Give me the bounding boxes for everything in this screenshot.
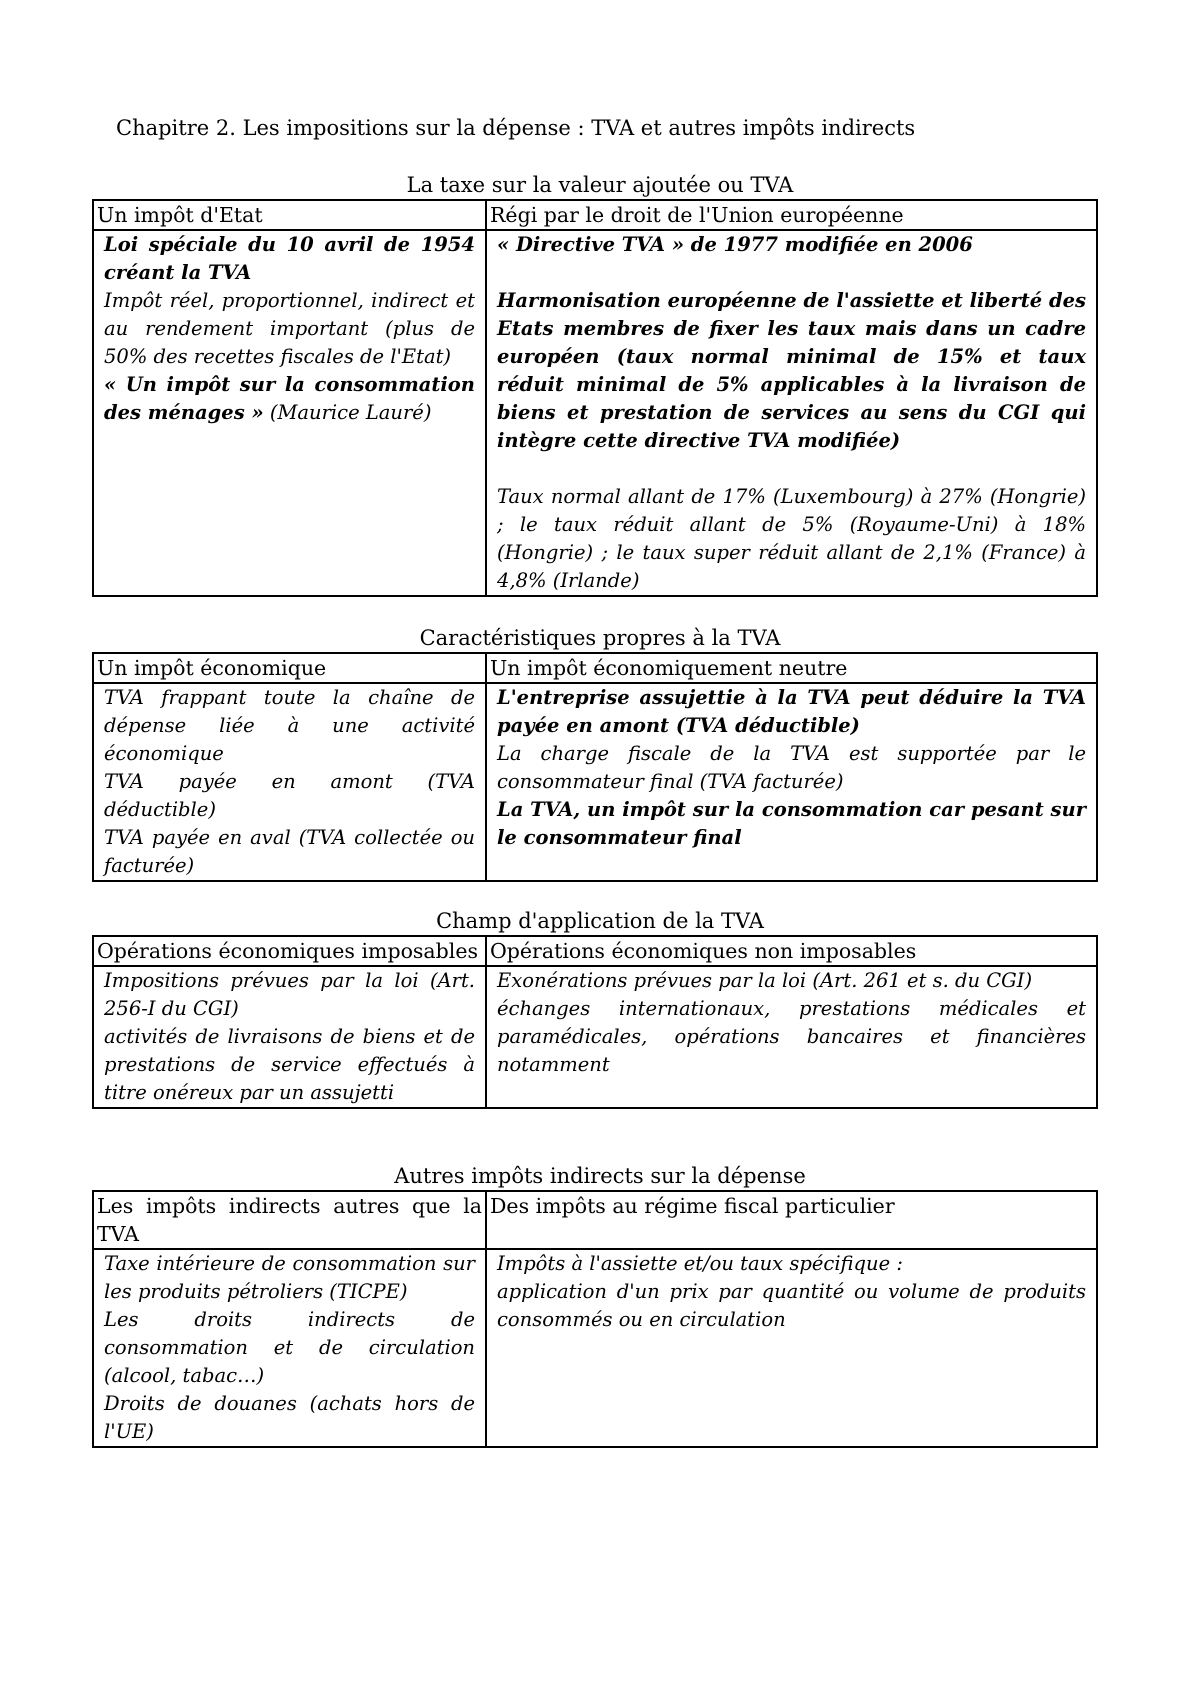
echanges-text: échanges internationaux, prestations médicales et paramédicales, opérations bancaires et financières notamment <box>497 997 1086 1076</box>
taux-text: Taux normal allant de 17% (Luxembourg) à 27% (Hongrie) ; le taux réduit allant de 5% (Royaume-Uni) à 18% (Hongrie) ; le taux super réduit allant de 2,1% (France) à 4,8% (Irlande) <box>497 485 1086 592</box>
header-impot-etat: Un impôt d'Etat <box>93 200 486 230</box>
header-impot-neutre: Un impôt économiquement neutre <box>486 653 1097 683</box>
cell-impot-economique <box>93 683 486 881</box>
droits-indirects-text: Les droits indirects de consommation et de circulation (alcool, tabac…) <box>104 1308 475 1387</box>
header-droit-ue: Régi par le droit de l'Union européenne <box>486 200 1097 230</box>
header-non-imposables: Opérations économiques non imposables <box>486 936 1097 966</box>
section-title-caracteristiques: Caractéristiques propres à la TVA <box>419 626 781 650</box>
consommation-quote-bold: « Un impôt sur la consommation des ménages » <box>104 373 475 424</box>
table-tva <box>92 199 1098 597</box>
header-impot-economique: Un impôt économique <box>93 653 486 683</box>
impot-reel-text: Impôt réel, proportionnel, indirect et au rendement important (plus de 50% des recettes fiscales de l'Etat) <box>104 289 475 368</box>
cell-impot-neutre <box>486 683 1097 881</box>
cell-non-imposables <box>486 966 1097 1108</box>
deduction-text: L'entreprise assujettie à la TVA peut déduire la TVA payée en amont (TVA déductible) <box>497 686 1086 737</box>
section-title-autres: Autres impôts indirects sur la dépense <box>394 1164 806 1188</box>
section-title-champ: Champ d'application de la TVA <box>436 909 764 933</box>
header-regime-particulier: Des impôts au régime fiscal particulier <box>486 1191 1097 1249</box>
impositions-loi-text: Impositions prévues par la loi (Art. 256-I du CGI) <box>104 969 475 1020</box>
header-autres-impots: Les impôts indirects autres que la TVA <box>93 1191 486 1249</box>
table-caracteristiques <box>92 652 1098 882</box>
tva-aval-text: TVA payée en aval (TVA collectée ou facturée) <box>104 826 475 877</box>
page-title: Chapitre 2. Les impositions sur la dépense : TVA et autres impôts indirects <box>116 116 916 140</box>
charge-fiscale-text: La charge fiscale de la TVA est supportée par le consommateur final (TVA facturée) <box>497 742 1086 793</box>
cell-imposables <box>93 966 486 1108</box>
consommation-quote <box>104 371 475 427</box>
table-champ <box>92 935 1098 1109</box>
prix-quantite-text: application d'un prix par quantité ou volume de produits consommés ou en circulation <box>497 1280 1086 1331</box>
impot-consommation-text: La TVA, un impôt sur la consommation car pesant sur le consommateur final <box>497 798 1086 849</box>
tva-amont-text: TVA payée en amont (TVA déductible) <box>104 770 475 821</box>
consommation-quote-author: (Maurice Lauré) <box>263 401 432 424</box>
header-imposables: Opérations économiques imposables <box>93 936 486 966</box>
cell-droit-ue <box>486 230 1097 596</box>
section-title-tva: La taxe sur la valeur ajoutée ou TVA <box>406 173 794 197</box>
cell-impot-etat <box>93 230 486 596</box>
livraisons-text: activités de livraisons de biens et de prestations de service effectués à titre onéreux par un assujetti <box>104 1025 475 1104</box>
chaine-depense-text: TVA frappant toute la chaîne de dépense liée à une activité économique <box>104 686 475 765</box>
harmonisation-text: Harmonisation européenne de l'assiette et liberté des Etats membres de fixer les taux mais dans un cadre européen (taux normal minimal de 15% et taux réduit minimal de 5% applicables à la livraison de biens et prestation de services au sens du CGI qui intègre cette directive TVA modifiée) <box>497 289 1086 452</box>
directive-tva-text: « Directive TVA » de 1977 modifiée en 2006 <box>497 233 973 256</box>
assiette-text: Impôts à l'assiette et/ou taux spécifique : <box>497 1252 903 1275</box>
table-autres <box>92 1190 1098 1448</box>
cell-autres-impots <box>93 1249 486 1447</box>
exonerations-text: Exonérations prévues par la loi (Art. 261 et s. du CGI) <box>497 969 1033 992</box>
cell-regime-particulier <box>486 1249 1097 1447</box>
douanes-text: Droits de douanes (achats hors de l'UE) <box>104 1392 475 1443</box>
loi-1954-text: Loi spéciale du 10 avril de 1954 créant la TVA <box>104 233 475 284</box>
ticpe-text: Taxe intérieure de consommation sur les produits pétroliers (TICPE) <box>104 1252 475 1303</box>
